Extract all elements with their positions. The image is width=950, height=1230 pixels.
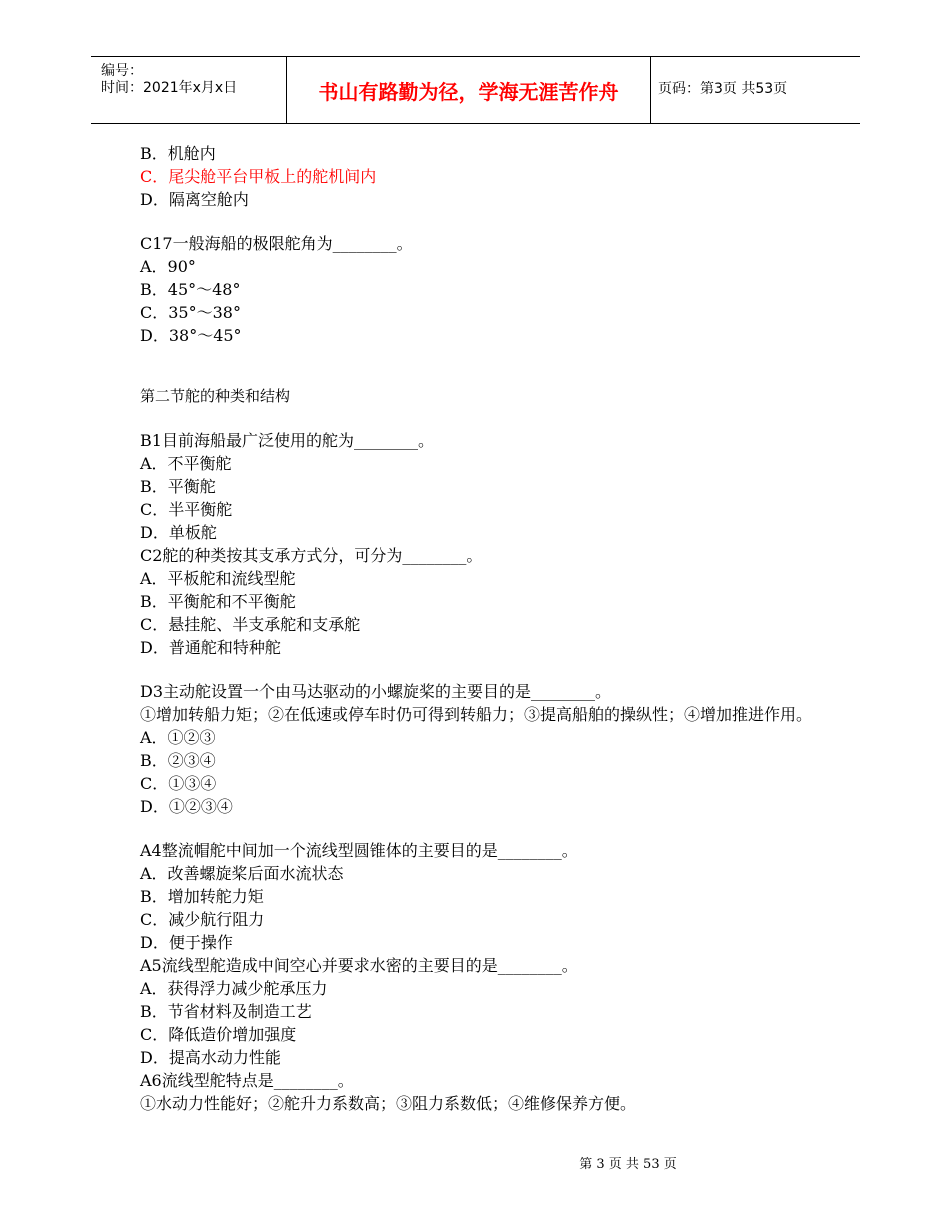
option-line: D．普通舵和特种舵 — [140, 638, 281, 657]
option-line: A．①②③ — [140, 728, 216, 747]
option-line: B．节省材料及制造工艺 — [140, 1002, 312, 1021]
option-line: D．隔离空舱内 — [140, 190, 249, 209]
option-line: A．90° — [140, 257, 196, 276]
option-line: D．便于操作 — [140, 933, 233, 952]
option-line: B．增加转舵力矩 — [140, 887, 264, 906]
question-line: D3主动舵设置一个由马达驱动的小螺旋桨的主要目的是________。 — [140, 682, 612, 701]
option-line: D．单板舵 — [140, 523, 217, 542]
option-line: C．35°～38° — [140, 303, 241, 322]
option-line: C．减少航行阻力 — [140, 910, 265, 929]
page-footer — [0, 1156, 950, 1174]
page-info: 页码：第3页 共53页 — [658, 81, 788, 97]
option-line: D．提高水动力性能 — [140, 1048, 281, 1067]
statement-line: ①水动力性能好；②舵升力系数高；③阻力系数低；④维修保养方便。 — [140, 1094, 637, 1113]
document-body — [140, 142, 820, 1115]
footer-page-number: 第 3 页 共 53 页 — [579, 1157, 677, 1172]
highlighted-option-line: C．尾尖舱平台甲板上的舵机间内 — [140, 167, 377, 186]
motto-text: 书山有路勤为径，学海无涯苦作舟 — [318, 80, 619, 104]
statement-line: ①增加转船力矩；②在低速或停车时仍可得到转船力；③提高船舶的操纵性；④增加推进作用。 — [140, 705, 813, 724]
option-line: D．38°～45° — [140, 326, 242, 345]
option-line: A．不平衡舵 — [140, 454, 232, 473]
time-label: 时间：2021年x月x日 — [101, 80, 238, 96]
option-line: B．②③④ — [140, 751, 216, 770]
option-line: C．①③④ — [140, 774, 217, 793]
option-line: A．获得浮力减少舵承压力 — [140, 979, 328, 998]
header-motto-cell — [286, 57, 651, 123]
question-line: C2舵的种类按其支承方式分，可分为________。 — [140, 546, 483, 565]
header-page-cell — [650, 57, 860, 123]
option-line: D．①②③④ — [140, 797, 233, 816]
section-heading: 第二节舵的种类和结构 — [140, 387, 291, 405]
option-line: B．平衡舵 — [140, 477, 216, 496]
header-meta-cell — [91, 57, 286, 123]
question-line: A6流线型舵特点是________。 — [140, 1071, 354, 1090]
question-line: C17一般海船的极限舵角为________。 — [140, 234, 413, 253]
page-header — [91, 56, 860, 124]
option-line: C．降低造价增加强度 — [140, 1025, 297, 1044]
serial-label: 编号： — [101, 63, 143, 79]
question-line: A5流线型舵造成中间空心并要求水密的主要目的是________。 — [140, 956, 578, 975]
option-line: B．机舱内 — [140, 144, 216, 163]
option-line: B．45°～48° — [140, 280, 241, 299]
option-line: A．平板舵和流线型舵 — [140, 569, 296, 588]
option-line: B．平衡舵和不平衡舵 — [140, 592, 296, 611]
option-line: C．悬挂舵、半支承舵和支承舵 — [140, 615, 361, 634]
option-line: A．改善螺旋桨后面水流状态 — [140, 864, 344, 883]
option-line: C．半平衡舵 — [140, 500, 233, 519]
question-line: B1目前海船最广泛使用的舵为________。 — [140, 431, 434, 450]
question-line: A4整流帽舵中间加一个流线型圆锥体的主要目的是________。 — [140, 841, 578, 860]
